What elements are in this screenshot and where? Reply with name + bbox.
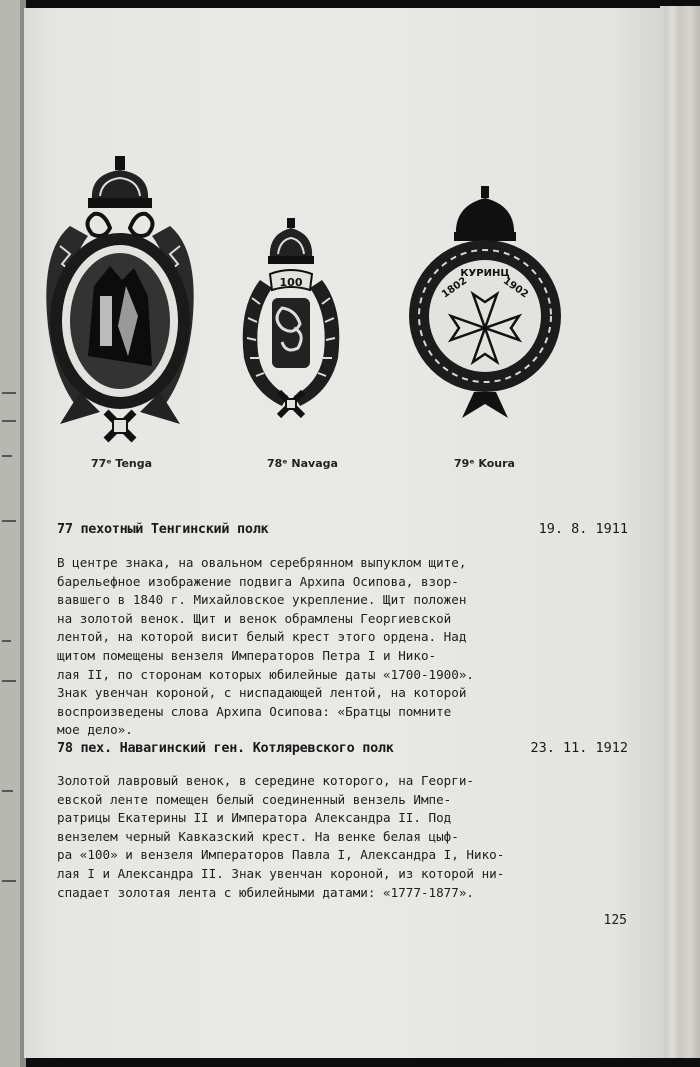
page-block-edge bbox=[660, 6, 700, 1058]
text-line: на золотой венок. Щит и венок обрамлены Георгиевской bbox=[57, 610, 452, 626]
text-line: В центре знака, на овальном серебрянном выпуклом щите, bbox=[57, 555, 467, 570]
entry-heading-78 bbox=[57, 740, 628, 756]
entry-date: 19. 8. 1911 bbox=[538, 521, 628, 537]
figure-caption-77: 77ᵉ Tenga bbox=[91, 457, 153, 470]
text-line: ра «100» и вензеля Императоров Павла I, Александра I, Нико- bbox=[57, 847, 505, 863]
entry-title: 77 пехотный Тенгинский полк bbox=[57, 521, 269, 537]
text-line: вензелем черный Кавказский крест. На венке белая цыф- bbox=[57, 828, 459, 844]
text-line: лая I и Александра II. Знак увенчан короной, из которой ни- bbox=[57, 865, 505, 881]
previous-page-text-fragment bbox=[2, 790, 13, 792]
koura-badge-image bbox=[404, 186, 566, 426]
koura-left-date: 1802 bbox=[440, 275, 470, 301]
previous-page-text-fragment bbox=[2, 520, 16, 522]
text-line: Золотой лавровый венок, в середине которого, на Георги- bbox=[57, 773, 475, 788]
previous-page-text-fragment bbox=[2, 640, 11, 642]
text-line: евской ленте помещен белый соединенный вензель Импе- bbox=[57, 791, 452, 807]
entry-date: 23. 11. 1912 bbox=[530, 740, 628, 756]
text-line: лая II, по сторонам которых юбилейные даты «1700-1900». bbox=[57, 666, 475, 682]
previous-page-text-fragment bbox=[2, 880, 16, 882]
text-line: спадает золотая лента с юбилейными датами: «1777-1877». bbox=[57, 884, 475, 900]
crown-icon bbox=[268, 218, 314, 264]
previous-page-text-fragment bbox=[2, 392, 16, 394]
page-number: 125 bbox=[603, 913, 627, 928]
crown-icon bbox=[454, 186, 516, 241]
text-line: ратрицы Екатерины II и Императора Александра II. Под bbox=[57, 810, 452, 826]
book-page bbox=[24, 8, 664, 1058]
navaga-number-text: 100 bbox=[279, 276, 303, 289]
figure-caption-78: 78ᵉ Navaga bbox=[267, 457, 338, 470]
previous-page-text-fragment bbox=[2, 420, 16, 422]
text-line: мое дело». bbox=[57, 722, 133, 738]
previous-page-text-fragment bbox=[2, 455, 12, 457]
previous-page-edge bbox=[0, 0, 26, 1067]
text-line: барельефное изображение подвига Архипа Осипова, взор- bbox=[57, 573, 459, 589]
figure-caption-79: 79ᵉ Koura bbox=[454, 457, 515, 470]
navaga-badge-image bbox=[232, 218, 350, 430]
entry-heading-77 bbox=[57, 521, 628, 537]
koura-banner-text: КУРИНЦ bbox=[460, 268, 510, 279]
entry-title: 78 пех. Навагинский ген. Котляревского полк bbox=[57, 740, 394, 756]
entry-text-78 bbox=[57, 772, 625, 902]
koura-right-date: 1902 bbox=[500, 275, 530, 301]
text-line: Знак увенчан короной, с ниспадающей лентой, на которой bbox=[57, 685, 467, 701]
text-line: воспроизведены слова Архипа Осипова: «Братцы помните bbox=[57, 703, 452, 719]
text-line: лентой, на которой висит белый крест этого ордена. Над bbox=[57, 629, 467, 645]
text-line: вавшего в 1840 г. Михайловское укрепление. Щит положен bbox=[57, 592, 467, 608]
crown-icon bbox=[88, 156, 152, 208]
entry-text-77 bbox=[57, 554, 625, 740]
previous-page-text-fragment bbox=[2, 680, 16, 682]
tenga-badge-image bbox=[30, 156, 210, 456]
text-line: щитом помещены вензеля Императоров Петра I и Нико- bbox=[57, 647, 437, 663]
